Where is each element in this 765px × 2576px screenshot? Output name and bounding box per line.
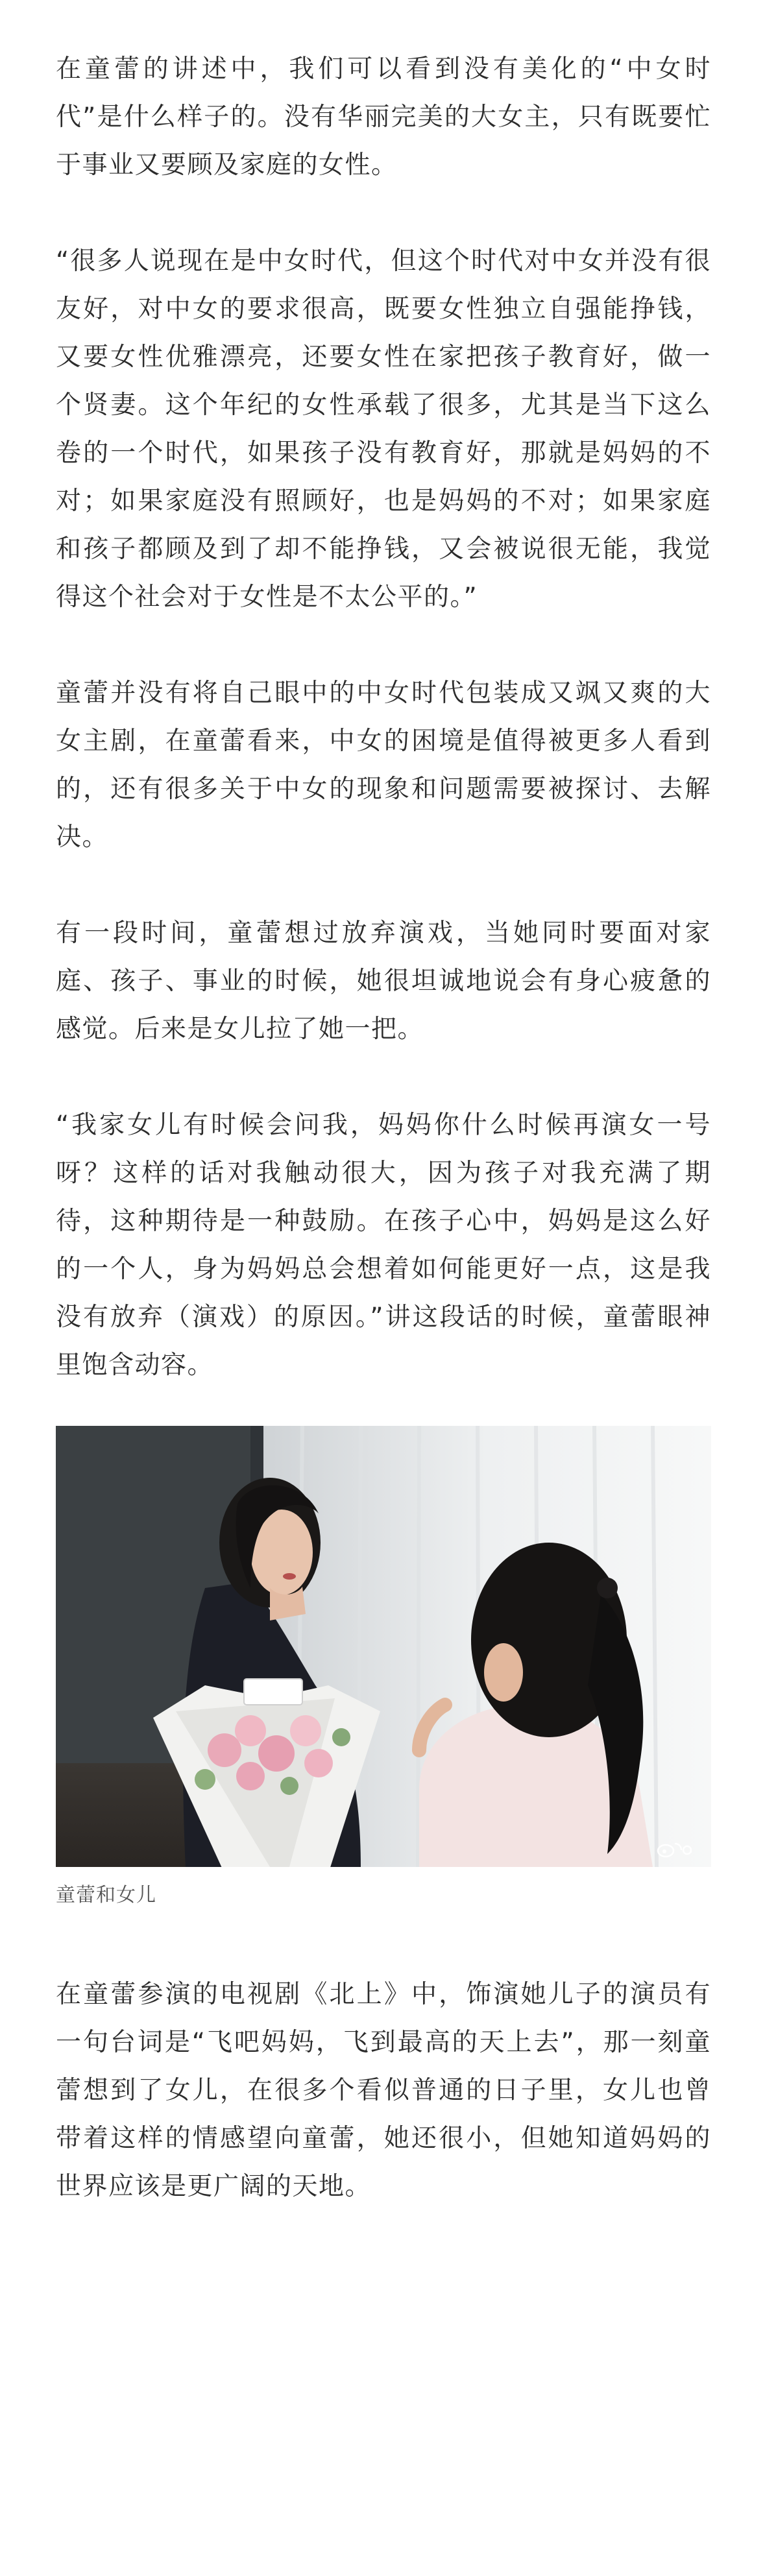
mother-daughter-photo[interactable] [56, 1426, 711, 1867]
paragraph-quit-acting: 有一段时间，童蕾想过放弃演戏，当她同时要面对家庭、孩子、事业的时候，她很坦诚地说会有身心疲惫的感觉。后来是女儿拉了她一把。 [56, 919, 711, 1044]
paragraph-daughter-quote: “我家女儿有时候会问我，妈妈你什么时候再演女一号呀？这样的话对我触动很大，因为孩子对我充满了期待，这种期待是一种鼓励。在孩子心中，妈妈是这么好的一个人，身为妈妈总会想着如何能更好一点，这是我没有放弃（演戏）的原因。”讲这段话的时候，童蕾眼神里饱含动容。 [56, 1111, 711, 1380]
weibo-icon [655, 1840, 692, 1859]
paragraph-intro: 在童蕾的讲述中，我们可以看到没有美化的“中女时代”是什么样子的。没有华丽完美的大女主，只有既要忙于事业又要顾及家庭的女性。 [56, 54, 711, 180]
figure-caption: 童蕾和女儿 [56, 1884, 156, 1907]
paragraph-closing: 在童蕾参演的电视剧《北上》中，饰演她儿子的演员有一句台词是“飞吧妈妈，飞到最高的天上去”，那一刻童蕾想到了女儿，在很多个看似普通的日子里，女儿也曾带着这样的情感望向童蕾，她还很小，但她知道妈妈的世界应该是更广阔的天地。 [56, 1980, 711, 2201]
paragraph-quote-era: “很多人说现在是中女时代，但这个时代对中女并没有很友好，对中女的要求很高，既要女性独立自强能挣钱，又要女性优雅漂亮，还要女性在家把孩子教育好，做一个贤妻。这个年纪的女性承载了很多，尤其是当下这么卷的一个时代，如果孩子没有教育好，那就是妈妈的不对；如果家庭没有照顾好，也是妈妈的不对；如果家庭和孩子都顾及到了却不能挣钱，又会被说很无能，我觉得这个社会对于女性是不太公平的。” [56, 247, 711, 612]
article-figure [56, 1426, 711, 1908]
photo-illustration [56, 1426, 711, 1867]
article-body [56, 45, 711, 2211]
paragraph-dilemma: 童蕾并没有将自己眼中的中女时代包装成又飒又爽的大女主剧，在童蕾看来，中女的困境是值得被更多人看到的，还有很多关于中女的现象和问题需要被探讨、去解决。 [56, 679, 711, 852]
